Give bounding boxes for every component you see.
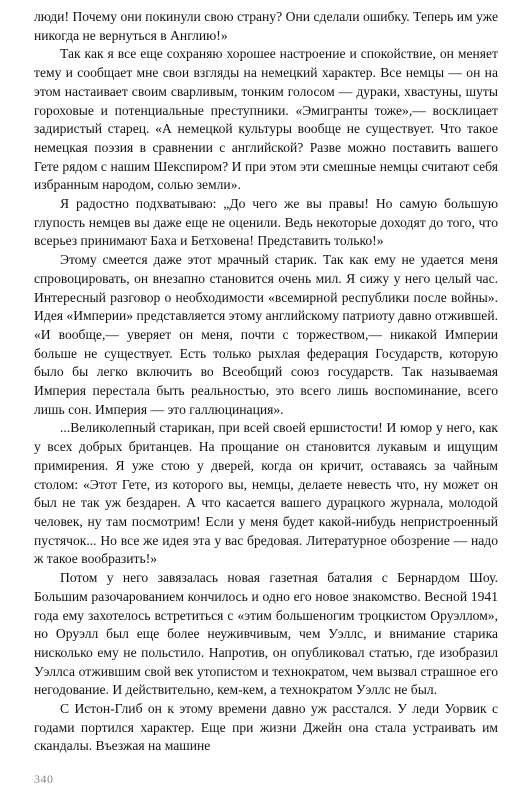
page-number: 340 <box>34 772 54 786</box>
paragraph-2: Так как я все еще сохраняю хорошее настроение и спокойствие, он меняет тему и сообщает мне свои взгляды на немецкий характер. Все немцы — он на этом настаивает своим сварливым, тонким голосом — дураки, хвастуны, шуты гороховые и потенциальные преступники. «Эмигранты тоже»,— восклицает задиристый старец. «А немецкой культуры вообще не существует. Что такое немецкая поэзия в сравнении с английской? Разве можно поставить вашего Гете рядом с нашим Шекспиром? И при этом эти смешные немцы считают себя избранным народом, солью земли». <box>34 46 498 193</box>
paragraph-3: Я радостно подхватываю: „До чего же вы правы! Но самую большую глупость немцев вы даже еще не оценили. Ведь некоторые доходят до того, что всерьез принимают Баха и Бетховена! Представить только!» <box>34 196 498 249</box>
paragraph-5: ...Великолепный старикан, при всей своей ершистости! И юмор у него, как у всех добрых британцев. На прощание он становится лукавым и ищущим примирения. Я уже стою у дверей, когда он кричит, оставаясь за чайным столом: «Этот Гете, из которого вы, немцы, делаете невесть что, ну может он был не так уж бездарен. А что касается вашего дурацкого журнала, молодой человек, ну там посмотрим! Если у меня будет какой-нибудь непристроенный пустячок... Но все же идея эта у вас бредовая. Литературное обозрение — надо ж такое вообразить!» <box>34 420 498 567</box>
paragraph-6: Потом у него завязалась новая газетная баталия с Бернардом Шоу. Большим разочарованием кончилось и одно его новое знакомство. Весной 1941 года ему захотелось встретиться с «этим большеногим троцкистом Оруэллом», но Оруэлл был еще более неуживчивым, чем Уэллс, и внимание старика нисколько ему не польстило. Напротив, он опубликовал статью, где изобразил Уэллса отжившим свой век утопистом и технократом, чем вызвал страшное его негодование. И действительно, кем-кем, а технократом Уэллс не был. <box>34 570 498 698</box>
paragraph-7: С Истон-Глиб он к этому времени давно уж расстался. У леди Уорвик с годами портился характер. Еще при жизни Джейн она стала устраивать им скандалы. Въезжая на машине <box>34 701 498 754</box>
paragraph-1: люди! Почему они покинули свою страну? Они сделали ошибку. Теперь им уже никогда не вернуться в Англию!» <box>34 9 498 43</box>
paragraph-4: Этому смеется даже этот мрачный старик. Так как ему не удается меня спровоцировать, он внезапно становится очень мил. Я сижу у него целый час. Интересный разговор о необходимости «всемирной республики после войны». Идея «Империи» представляется этому английскому патриоту давно отжившей. «И вообще,— уверяет он меня, почти с торжеством,— никакой Империи больше не существует. Есть только рыхлая федерация Государств, которую было бы легко включить во Всеобщий союз государств. Так называемая Империя перестала быть реальностью, это всего лишь воспоминание, всего лишь сон. Империя — это галлюцинация». <box>34 252 498 417</box>
page-text <box>34 8 498 800</box>
